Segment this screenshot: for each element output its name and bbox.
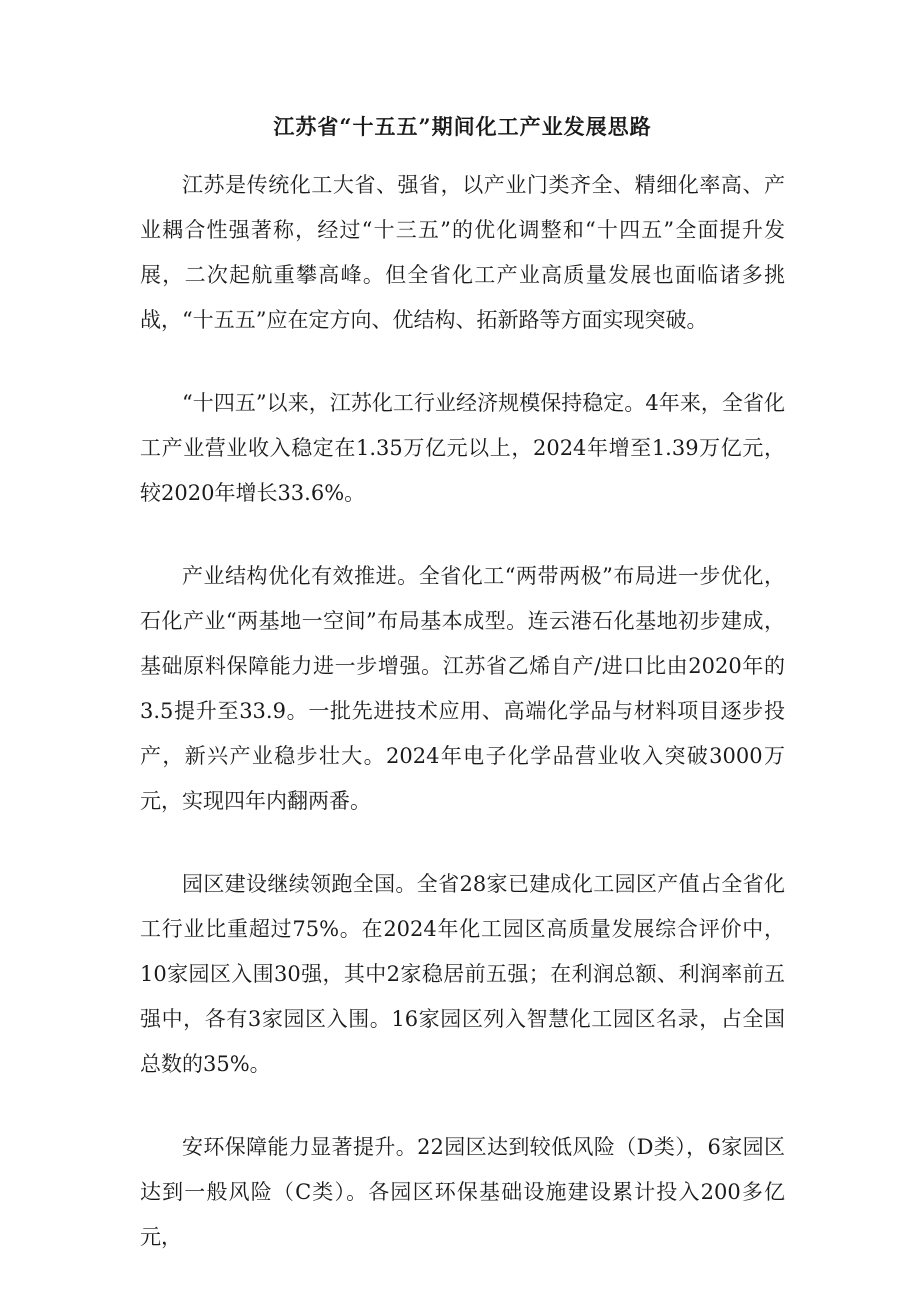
paragraph-gap <box>140 516 785 554</box>
paragraph-safety-environment: 安环保障能力显著提升。22园区达到较低风险（D类），6家园区达到一般风险（C类）。各园区环保基础设施建设累计投入200多亿元， <box>140 1135 785 1250</box>
document-page <box>140 112 785 1260</box>
document-title: 江苏省“十五五”期间化工产业发展思路 <box>273 114 652 139</box>
paragraph-industry-structure: 产业结构优化有效推进。全省化工“两带两极”布局进一步优化，石化产业“两基地一空间”布局基本成型。连云港石化基地初步建成，基础原料保障能力进一步增强。江苏省乙烯自产/进口比由2020年的3.5提升至33.9。一批先进技术应用、高端化学品与材料项目逐步投产，新兴产业稳步壮大。2024年电子化学品营业收入突破3000万元，实现四年内翻两番。 <box>140 564 785 814</box>
paragraph-gap <box>140 824 785 862</box>
paragraph-intro: 江苏是传统化工大省、强省，以产业门类齐全、精细化率高、产业耦合性强著称，经过“十三五”的优化调整和“十四五”全面提升发展，二次起航重攀高峰。但全省化工产业高质量发展也面临诸多挑战，“十五五”应在定方向、优结构、拓新路等方面实现突破。 <box>140 173 785 333</box>
paragraph-gap <box>140 1087 785 1125</box>
paragraph-park-construction: 园区建设继续领跑全国。全省28家已建成化工园区产值占全省化工行业比重超过75%。在2024年化工园区高质量发展综合评价中，10家园区入围30强，其中2家稳居前五强；在利润总额、利润率前五强中，各有3家园区入围。16家园区列入智慧化工园区名录，占全国总数的35%。 <box>140 872 785 1077</box>
paragraph-economic-scale: “十四五”以来，江苏化工行业经济规模保持稳定。4年来，全省化工产业营业收入稳定在1.35万亿元以上，2024年增至1.39万亿元，较2020年增长33.6%。 <box>140 391 785 506</box>
paragraph-gap <box>140 343 785 381</box>
